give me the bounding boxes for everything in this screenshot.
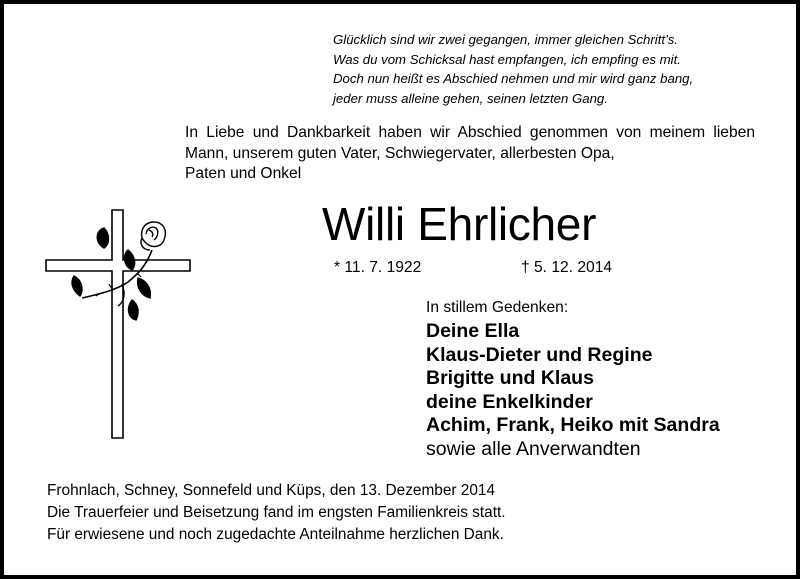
rose-bloom (141, 222, 165, 250)
mourner-name: Achim, Frank, Heiko mit Sandra (426, 414, 720, 436)
cross-shape (46, 210, 190, 438)
intro-text (185, 123, 755, 185)
poem-line: jeder muss alleine gehen, seinen letzten Gang. (333, 90, 608, 106)
birth-date: * 11. 7. 1922 (334, 259, 422, 276)
mourner-name: deine Enkelkinder (426, 390, 593, 413)
deceased-name: Willi Ehrlicher (322, 198, 597, 250)
mourners-heading: In stillem Gedenken: (426, 299, 569, 316)
mourner-name: Klaus-Dieter und Regine (426, 343, 653, 366)
cross-with-rose-icon (42, 200, 192, 440)
place-date-line: Frohnlach, Schney, Sonnefeld und Küps, den 13. Dezember 2014 (47, 482, 496, 499)
intro-paragraph: In Liebe und Dankbarkeit haben wir Abschied genommen von meinem lieben Mann, unserem guten Vater, Schwiegervater, allerbesten Opa, (185, 124, 755, 162)
poem-line: Doch nun heißt es Abschied nehmen und mir wird ganz bang, (333, 71, 694, 87)
mourner-name: Brigitte und Klaus (426, 367, 594, 389)
footer (47, 480, 667, 546)
mourners-others: sowie alle Anverwandten (426, 437, 641, 460)
poem (333, 30, 773, 108)
death-date: † 5. 12. 2014 (521, 259, 613, 276)
intro-paragraph-end: Paten und Onkel (185, 165, 302, 182)
thanks-note: Für erwiesene und noch zugedachte Anteilnahme herzlichen Dank. (47, 526, 504, 543)
mourner-name: Deine Ella (426, 320, 520, 342)
funeral-note: Die Trauerfeier und Beisetzung fand im engsten Familienkreis statt. (47, 504, 506, 521)
poem-line: Glücklich sind wir zwei gegangen, immer gleichen Schritt’s. (333, 32, 678, 47)
poem-line: Was du vom Schicksal hast empfangen, ich empfing es mit. (333, 51, 681, 67)
mourners-list (426, 298, 786, 461)
